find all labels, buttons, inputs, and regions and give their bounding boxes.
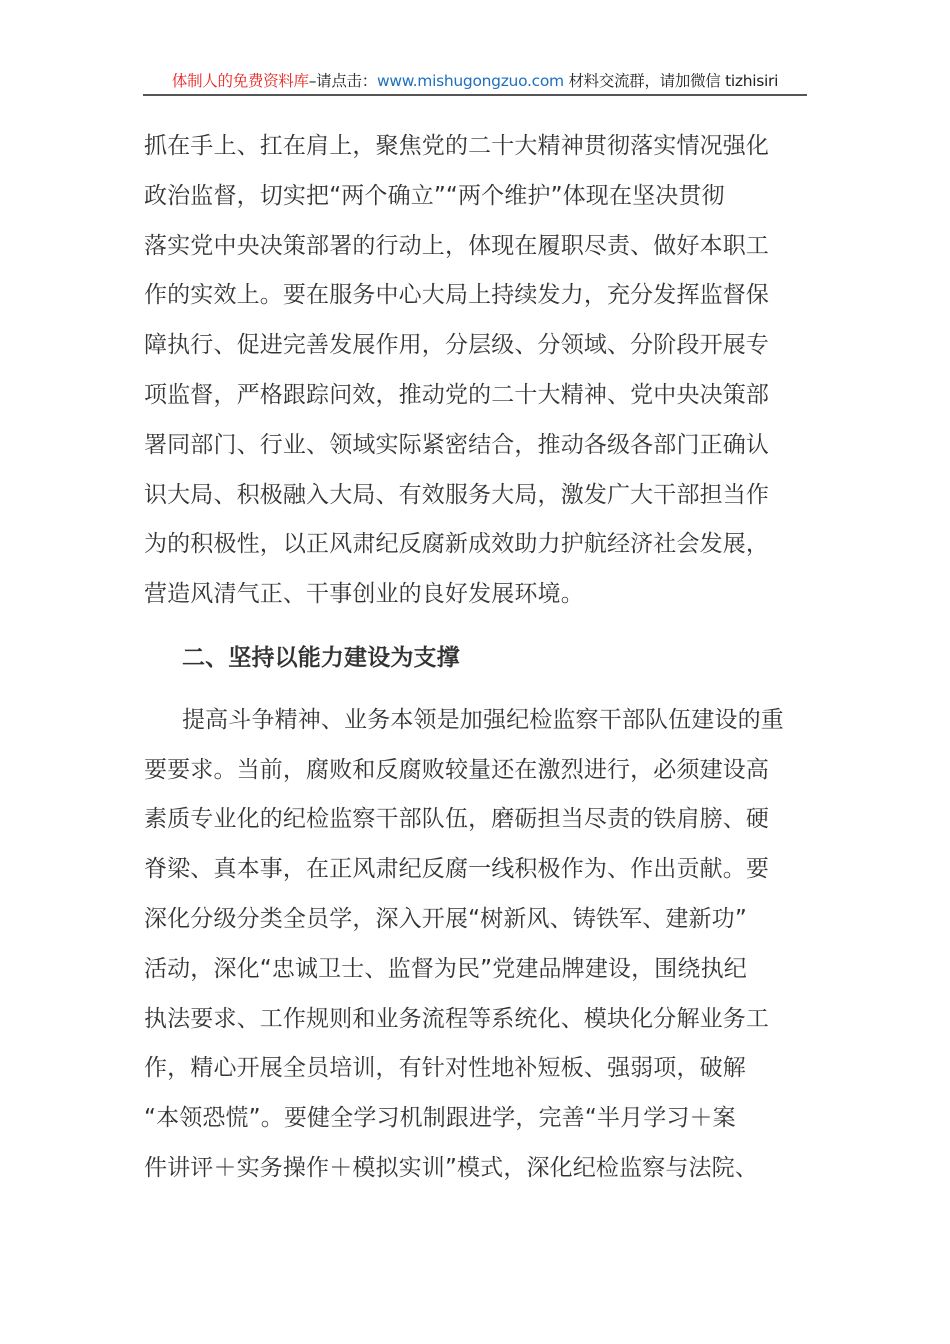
text-line: 为的积极性，以正风肃纪反腐新成效助力护航经济社会发展， — [144, 531, 770, 558]
text-line: 件讲评＋实务操作＋模拟实训”模式，深化纪检监察与法院、 — [144, 1154, 758, 1181]
text-line: 提高斗争精神、业务本领是加强纪检监察干部队伍建设的重 — [182, 706, 784, 733]
paragraph-1 — [144, 122, 808, 620]
document-body — [144, 122, 808, 1194]
text-line: 障执行、促进完善发展作用，分层级、分领域、分阶段开展专 — [144, 332, 770, 359]
text-line: 营造风清气正、干事创业的良好发展环境。 — [144, 581, 584, 608]
header-click-prompt: –请点击： — [308, 72, 377, 90]
page-header — [143, 68, 807, 94]
text-line: 落实党中央决策部署的行动上，体现在履职尽责、做好本职工 — [144, 232, 770, 259]
text-line: 政治监督，切实把“两个确立”“两个维护”体现在坚决贯彻 — [144, 182, 725, 209]
text-line: 项监督，严格跟踪问效，推动党的二十大精神、党中央决策部 — [144, 381, 770, 408]
section-heading: 二、坚持以能力建设为支撑 — [182, 644, 460, 671]
header-brand-text: 体制人的免费资料库 — [171, 72, 309, 90]
header-wechat-info: 材料交流群，请加微信 tizhisiri — [568, 72, 779, 90]
text-line: 署同部门、行业、领域实际紧密结合，推动各级各部门正确认 — [144, 431, 770, 458]
text-line: 脊梁、真本事，在正风肃纪反腐一线积极作为、作出贡献。要 — [144, 856, 770, 883]
text-line: 素质专业化的纪检监察干部队伍，磨砺担当尽责的铁肩膀、硬 — [144, 806, 770, 833]
text-line: 识大局、积极融入大局、有效服务大局，激发广大干部担当作 — [144, 481, 770, 508]
text-line: 作的实效上。要在服务中心大局上持续发力，充分发挥监督保 — [144, 282, 770, 309]
text-line: 深化分级分类全员学，深入开展“树新风、铸铁军、建新功” — [144, 905, 747, 932]
header-divider — [143, 94, 807, 96]
text-line: 作，精心开展全员培训，有针对性地补短板、强弱项，破解 — [144, 1055, 746, 1082]
text-line: 执法要求、工作规则和业务流程等系统化、模块化分解业务工 — [144, 1005, 770, 1032]
paragraph-2 — [144, 696, 808, 1194]
text-line: “本领恐慌”。要健全学习机制跟进学，完善“半月学习＋案 — [144, 1105, 736, 1132]
header-website-link[interactable]: www.mishugongzuo.com — [376, 72, 564, 90]
text-line: 抓在手上、扛在肩上，聚焦党的二十大精神贯彻落实情况强化 — [144, 133, 770, 159]
text-line: 要要求。当前，腐败和反腐败较量还在激烈进行，必须建设高 — [144, 756, 770, 783]
text-line: 活动，深化“忠诚卫士、监督为民”党建品牌建设，围绕执纪 — [144, 955, 747, 982]
